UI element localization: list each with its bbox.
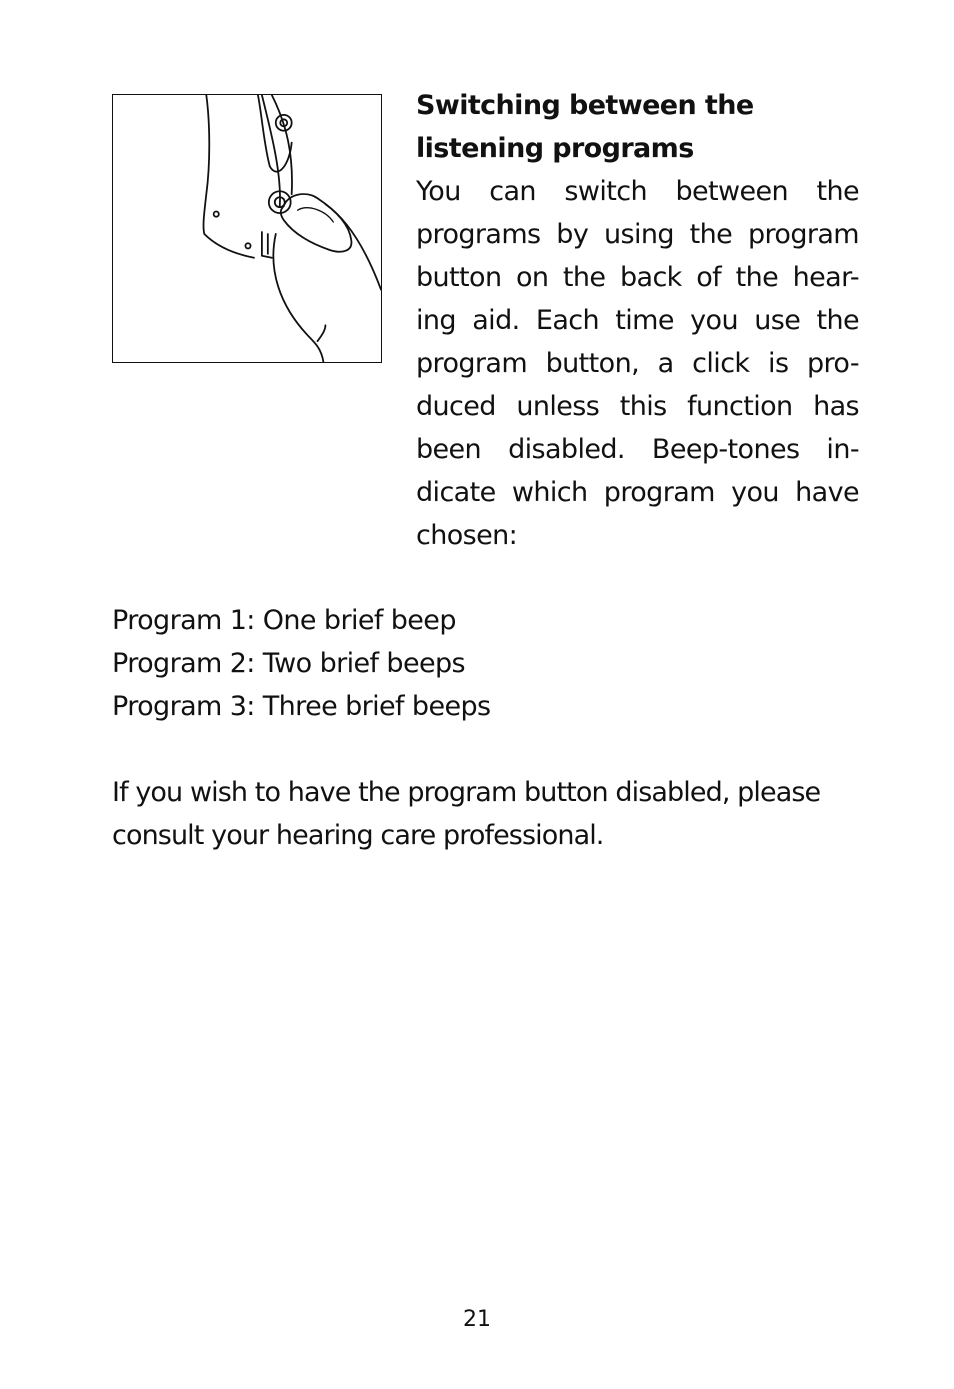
body-line: button on the back of the hear- [416, 262, 859, 293]
program-list [112, 599, 872, 728]
body-line: ing aid. Each time you use the [416, 305, 859, 336]
body-line: chosen: [416, 520, 518, 551]
body-line: been disabled. Beep-tones in- [416, 434, 859, 465]
body-line: You can switch between the [416, 176, 859, 207]
hearing-aid-illustration [112, 94, 382, 363]
section-heading [416, 84, 859, 170]
note-line-1: If you wish to have the program button disabled, please [112, 777, 821, 808]
body-line: program button, a click is pro- [416, 348, 859, 379]
page-number: 21 [463, 1307, 491, 1332]
note-line-2: consult your hearing care professional. [112, 820, 604, 851]
section-heading-line-2: listening programs [416, 133, 694, 164]
program-item-2: Program 2: Two brief beeps [112, 648, 465, 679]
program-item-3: Program 3: Three brief beeps [112, 691, 491, 722]
section-body [416, 170, 859, 557]
body-line: programs by using the program [416, 219, 859, 250]
body-line: duced unless this function has [416, 391, 859, 422]
body-line: dicate which program you have [416, 477, 859, 508]
disable-note [112, 771, 860, 857]
section-content [416, 84, 859, 557]
section-heading-line-1: Switching between the [416, 90, 754, 121]
program-item-1: Program 1: One brief beep [112, 605, 456, 636]
